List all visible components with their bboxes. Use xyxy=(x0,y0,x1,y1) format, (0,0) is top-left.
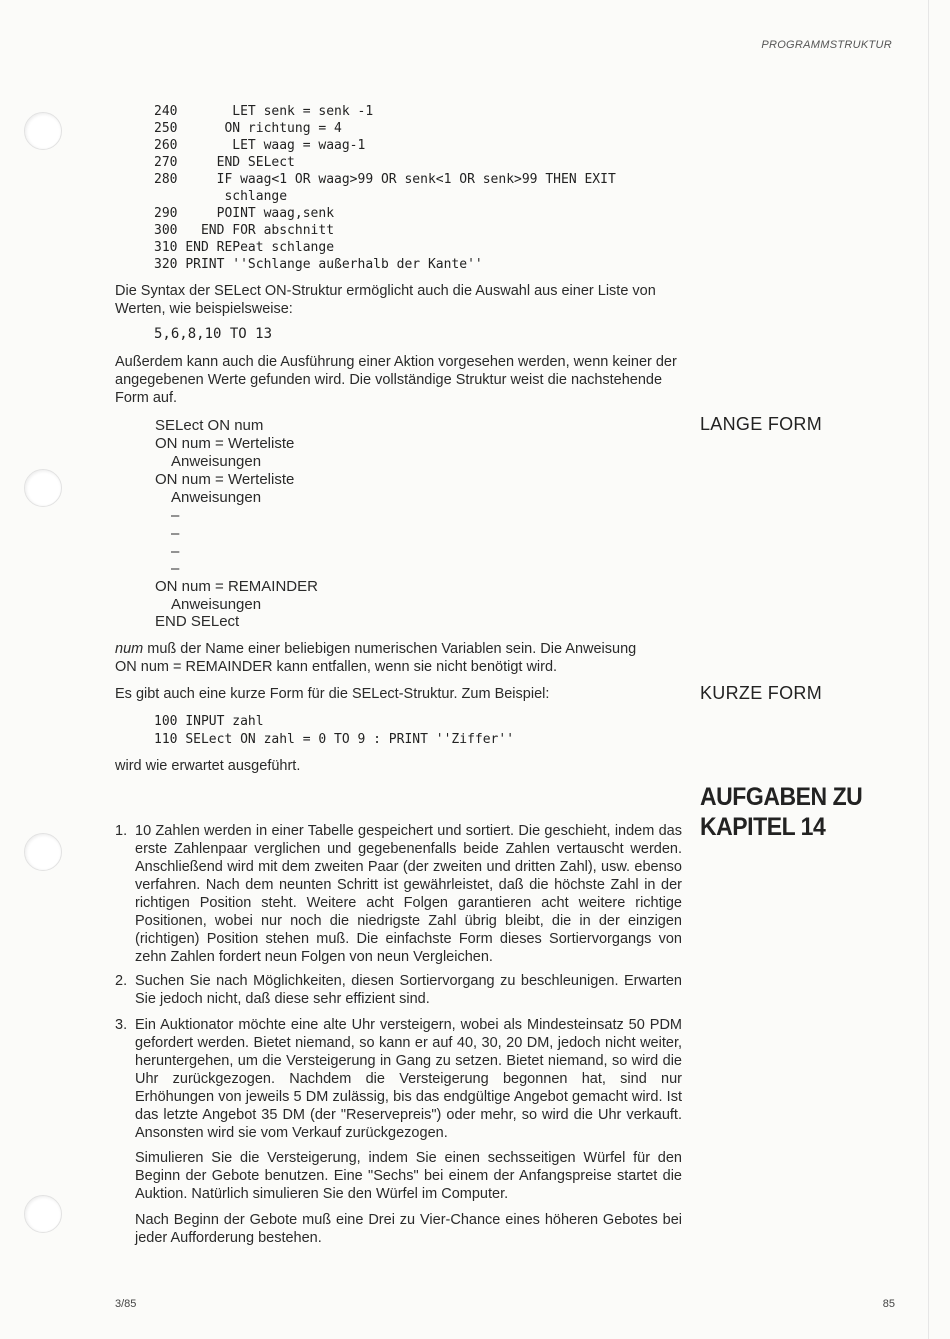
code-line: 310 END REPeat schlange xyxy=(154,240,335,255)
page-edge xyxy=(928,0,929,1339)
code-line: 320 PRINT ''Schlange außerhalb der Kante'' xyxy=(154,257,483,272)
list-item-number: 3. xyxy=(115,1017,128,1033)
syntax-line: ON num = Werteliste xyxy=(155,435,295,452)
paragraph-num: num muß der Name einer beliebigen numerischen Variablen sein. Die Anweisung ON num = REMAINDER kann entfallen, wenn sie nicht benötigt wird. xyxy=(115,641,637,675)
code-line: 250 ON richtung = 4 xyxy=(154,121,342,136)
code-line: 290 POINT waag,senk xyxy=(154,206,335,221)
paragraph-ausserdem: Außerdem kann auch die Ausführung einer Aktion vorgesehen werden, wenn keiner der angegebenen Werte gefunden wird. Die vollständige Struktur weist die nachstehende Form auf. xyxy=(115,354,677,406)
syntax-dash: – xyxy=(171,525,180,542)
list-item: Suchen Sie nach Möglichkeiten, diesen Sortiervorgang zu beschleunigen. Erwarten Sie jedoch nicht, daß diese sehr effizient sind. xyxy=(135,973,682,1007)
running-header: PROGRAMMSTRUKTUR xyxy=(761,39,892,51)
binder-hole xyxy=(24,469,62,507)
syntax-line: ON num = REMAINDER xyxy=(155,578,318,595)
syntax-dash: – xyxy=(171,507,180,524)
code-line: 100 INPUT zahl xyxy=(154,714,264,729)
code-line: 280 IF waag<1 OR waag>99 OR senk<1 OR senk>99 THEN EXIT xyxy=(154,172,616,187)
list-item-number: 1. xyxy=(115,823,128,839)
code-line: 110 SELect ON zahl = 0 TO 9 : PRINT ''Ziffer'' xyxy=(154,732,515,747)
syntax-line: Anweisungen xyxy=(171,489,262,506)
list-item: 10 Zahlen werden in einer Tabelle gespeichert und sortiert. Die geschieht, indem das erste Zahlenpaar verglichen und gegebenenfalls beide Zahlen vertauscht werden. Anschließend wird mit dem zweiten Paar (der zweiten und dritten Zahl), usw. ebenso verfahren. Nach dem neunten Schritt ist gewährleistet, daß die höchste Zahl in der richtigen Position steht. Weitere acht Folgen garantieren acht weitere richtige Positionen, wobei nur noch die niedrigste Zahl übrig bleibt, die in der einzigen (richtigen) Position stehen muß. Die einfachste Form dieses Sortiervorgangs von zehn Zahlen fordert neun Folgen von neun Vergleichen. xyxy=(135,823,682,965)
side-heading-kurze-form: KURZE FORM xyxy=(700,683,822,703)
code-line: 270 END SELect xyxy=(154,155,295,170)
page-number: 85 xyxy=(882,1298,895,1310)
paragraph-kurze-form: Es gibt auch eine kurze Form für die SELect-Struktur. Zum Beispiel: xyxy=(115,686,550,702)
syntax-dash: – xyxy=(171,543,180,560)
list-item-continuation: Simulieren Sie die Versteigerung, indem Sie einen sechsseitigen Würfel für den Beginn der Gebote benutzen. Eine "Sechs" bei einem der Anfangspreise startet die Auktion. Natürlich simulieren Sie den Würfel im Computer. xyxy=(135,1150,682,1202)
list-item-continuation: Nach Beginn der Gebote muß eine Drei zu Vier-Chance eines höheren Gebotes bei jeder Aufforderung bestehen. xyxy=(135,1212,682,1246)
code-line: 240 LET senk = senk -1 xyxy=(154,104,374,119)
code-line: 300 END FOR abschnitt xyxy=(154,223,335,238)
syntax-line: END SELect xyxy=(155,613,240,630)
binder-hole xyxy=(24,833,62,871)
syntax-dash: – xyxy=(171,560,180,577)
syntax-line: Anweisungen xyxy=(171,453,262,470)
list-item-number: 2. xyxy=(115,973,128,989)
binder-hole xyxy=(24,112,62,150)
variable-name: num xyxy=(115,641,144,657)
binder-hole xyxy=(24,1195,62,1233)
code-line: 260 LET waag = waag-1 xyxy=(154,138,366,153)
side-heading-aufgaben: AUFGABEN ZU KAPITEL 14 xyxy=(700,783,863,841)
side-heading-lange-form: LANGE FORM xyxy=(700,414,823,434)
footer-date: 3/85 xyxy=(115,1298,137,1310)
list-item: Ein Auktionator möchte eine alte Uhr versteigern, wobei als Mindesteinsatz 50 PDM gefordert werden. Bietet niemand, so kann er auf 40, 30, 20 DM, jedoch nicht weiter, heruntergehen, um die Versteigerung in Gang zu setzen. Bietet niemand, so wird die Uhr zurückgezogen. Nachdem die Versteigerung begonnen hat, sind nur Erhöhungen von jeweils 5 DM zulässig, bis das endgültige Angebot gemacht wird. Ist das letzte Angebot 35 DM (der "Reservepreis") oder mehr, so wird die Uhr verkauft. Ansonsten wird sie vom Verkauf zurückgezogen. xyxy=(135,1017,682,1141)
syntax-line: SELect ON num xyxy=(155,417,264,434)
paragraph-syntax: Die Syntax der SELect ON-Struktur ermöglicht auch die Auswahl aus einer Liste von Werten, wie beispielsweise: xyxy=(115,283,656,317)
syntax-line: ON num = Werteliste xyxy=(155,471,295,488)
syntax-line: Anweisungen xyxy=(171,596,262,613)
code-line-continuation: schlange xyxy=(185,189,288,204)
paragraph-erwartet: wird wie erwartet ausgeführt. xyxy=(115,758,301,774)
example-values: 5,6,8,10 TO 13 xyxy=(154,326,273,342)
